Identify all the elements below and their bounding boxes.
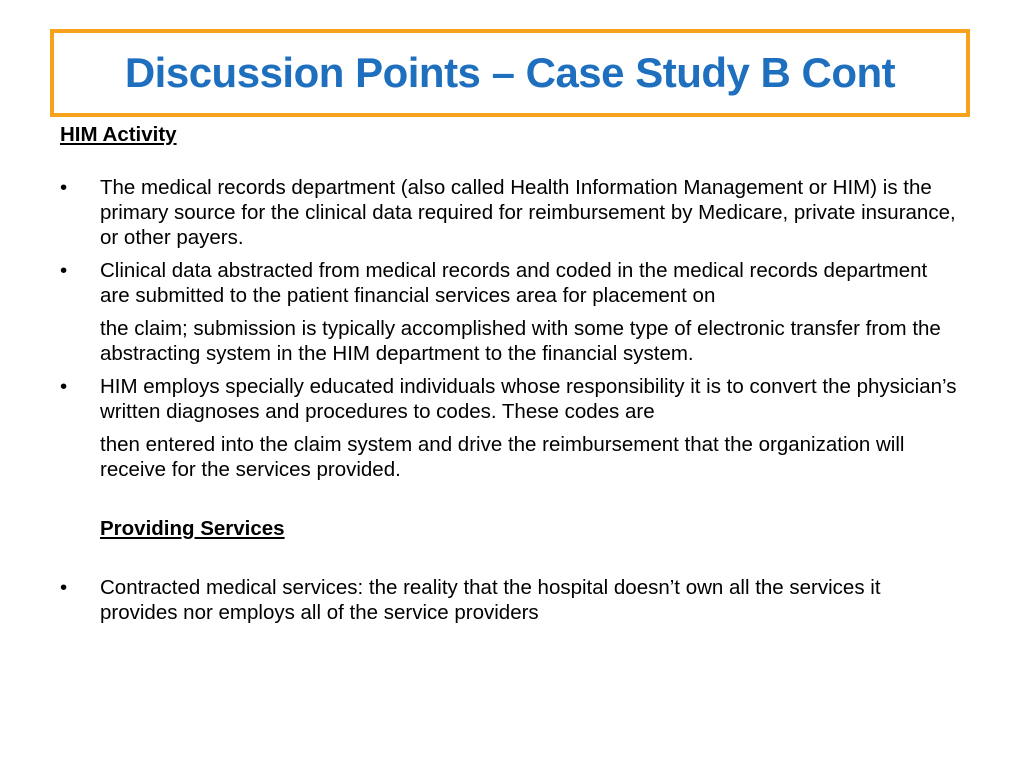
spacer xyxy=(60,424,960,432)
him-bullet-3-continuation: then entered into the claim system and drive the reimbursement that the organization will receive for the services provided. xyxy=(100,433,905,481)
him-bullet-2-continuation: the claim; submission is typically accomplished with some type of electronic transfer from the abstracting system in the HIM department to the financial system. xyxy=(100,317,941,365)
him-bullet-2: • Clinical data abstracted from medical records and coded in the medical records department are submitted to the patient financial services area for placement on xyxy=(60,258,960,308)
him-bullet-1: • The medical records department (also called Health Information Management or HIM) is the primary source for the clinical data required for reimbursement by Medicare, private insurance, or other payers. xyxy=(60,175,960,250)
spacer xyxy=(60,541,960,575)
slide-content xyxy=(60,122,960,625)
slide-title: Discussion Points – Case Study B Cont xyxy=(124,49,896,96)
him-bullet-3: • HIM employs specially educated individuals whose responsibility it is to convert the physician’s written diagnoses and procedures to codes. These codes are xyxy=(60,374,960,424)
spacer xyxy=(60,250,960,258)
spacer xyxy=(60,366,960,374)
spacer xyxy=(60,147,960,175)
services-bullet-1: • Contracted medical services: the reality that the hospital doesn’t own all the services it provides nor employs all of the service providers xyxy=(60,575,960,625)
spacer xyxy=(60,308,960,316)
providing-services-heading: Providing Services xyxy=(100,517,285,540)
title-box xyxy=(50,29,970,117)
him-activity-heading: HIM Activity xyxy=(60,123,177,146)
spacer xyxy=(60,482,960,516)
